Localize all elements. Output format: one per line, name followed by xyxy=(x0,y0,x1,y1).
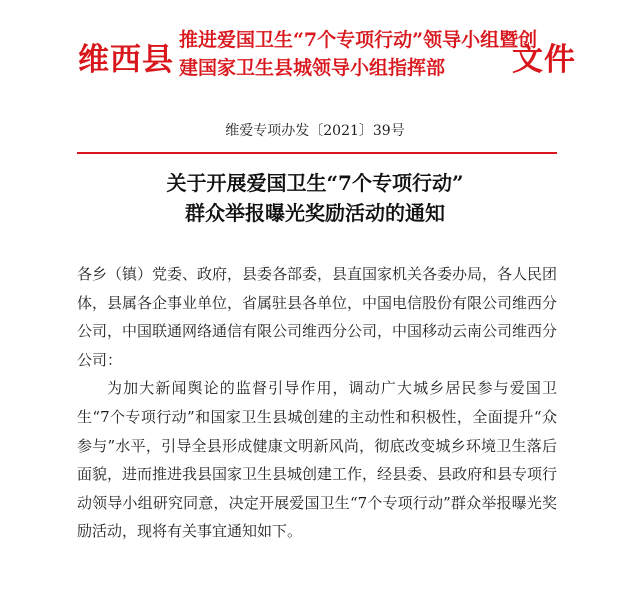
document-title xyxy=(0,168,630,228)
document-type-label: 文件 xyxy=(512,42,576,78)
issuing-organization-line-2: 建国家卫生县城领导小组指挥部 xyxy=(179,57,446,79)
body-paragraph-1: 为加大新闻舆论的监督引导作用，调动广大城乡居民参与爱国卫生“7个专项行动”和国家卫生县城创建的主动性和积极性，全面提升“众参与”水平，引导全县形成健康文明新风尚，彻底改变城乡环境卫生落后面貌，进而推进我县国家卫生县城创建工作，经县委、县政府和县专项行动领导小组研究同意，决定开展爱国卫生“7个专项行动”群众举报曝光奖励活动，现将有关事宜通知如下。 xyxy=(77,379,558,541)
red-divider-line xyxy=(77,152,557,154)
issuing-county: 维西县 xyxy=(78,42,174,78)
issuing-organization-line-1: 推进爱国卫生“7个专项行动”领导小组暨创 xyxy=(179,29,538,51)
title-line-2: 群众举报曝光奖励活动的通知 xyxy=(185,201,445,225)
document-number: 维爱专项办发〔2021〕39号 xyxy=(225,123,405,139)
document-body xyxy=(77,260,557,546)
addressee-paragraph: 各乡（镇）党委、政府，县委各部委，县直国家机关各委办局，各人民团体，县属各企事业单位，省属驻县各单位，中国电信股份有限公司维西分公司，中国联通网络通信有限公司维西分公司，中国移动云南公司维西分公司： xyxy=(77,265,558,369)
issuing-organization xyxy=(179,26,538,82)
document-header xyxy=(0,22,630,92)
title-line-1: 关于开展爱国卫生“7个专项行动” xyxy=(166,171,464,195)
